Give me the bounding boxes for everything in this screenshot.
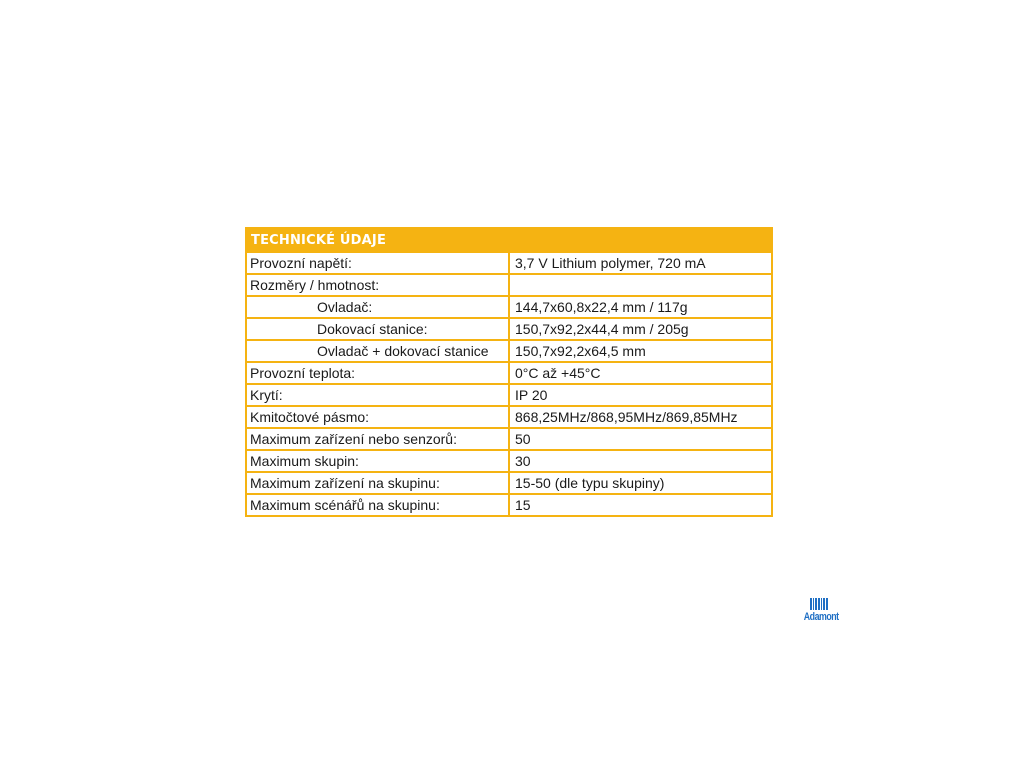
table-row: [246, 384, 772, 406]
spec-value: 150,7x92,2x44,4 mm / 205g: [509, 318, 772, 340]
spec-value: 50: [509, 428, 772, 450]
spec-value: [509, 274, 772, 296]
table-row: [246, 318, 772, 340]
table-row: [246, 494, 772, 516]
table-row: [246, 472, 772, 494]
spec-value: 15-50 (dle typu skupiny): [509, 472, 772, 494]
spec-value: 150,7x92,2x64,5 mm: [509, 340, 772, 362]
spec-label: Rozměry / hmotnost:: [246, 274, 509, 296]
table-row: [246, 406, 772, 428]
spec-label: Maximum zařízení na skupinu:: [246, 472, 509, 494]
adamont-logo: [800, 598, 838, 632]
table-row: [246, 296, 772, 318]
spec-label: Maximum scénářů na skupinu:: [246, 494, 509, 516]
spec-label: Dokovací stanice:: [246, 318, 509, 340]
table-row: [246, 340, 772, 362]
table-title: TECHNICKÉ ÚDAJE: [246, 228, 772, 252]
spec-value: IP 20: [509, 384, 772, 406]
spec-value: 144,7x60,8x22,4 mm / 117g: [509, 296, 772, 318]
spec-value: 868,25MHz/868,95MHz/869,85MHz: [509, 406, 772, 428]
logo-text: Adamont: [803, 611, 839, 623]
spec-value: 3,7 V Lithium polymer, 720 mA: [509, 252, 772, 274]
spec-label: Krytí:: [246, 384, 509, 406]
table-row: [246, 450, 772, 472]
table-header-row: [246, 228, 772, 252]
spec-value: 30: [509, 450, 772, 472]
table-row: [246, 428, 772, 450]
spec-label: Ovladač:: [246, 296, 509, 318]
spec-label: Provozní napětí:: [246, 252, 509, 274]
table-row: [246, 274, 772, 296]
spec-label: Ovladač + dokovací stanice: [246, 340, 509, 362]
table-row: [246, 252, 772, 274]
spec-label: Maximum skupin:: [246, 450, 509, 472]
technical-specs-table: [245, 227, 773, 517]
logo-mark-icon: [800, 598, 838, 610]
table-row: [246, 362, 772, 384]
spec-label: Provozní teplota:: [246, 362, 509, 384]
spec-label: Maximum zařízení nebo senzorů:: [246, 428, 509, 450]
spec-value: 15: [509, 494, 772, 516]
spec-value: 0°C až +45°C: [509, 362, 772, 384]
spec-label: Kmitočtové pásmo:: [246, 406, 509, 428]
